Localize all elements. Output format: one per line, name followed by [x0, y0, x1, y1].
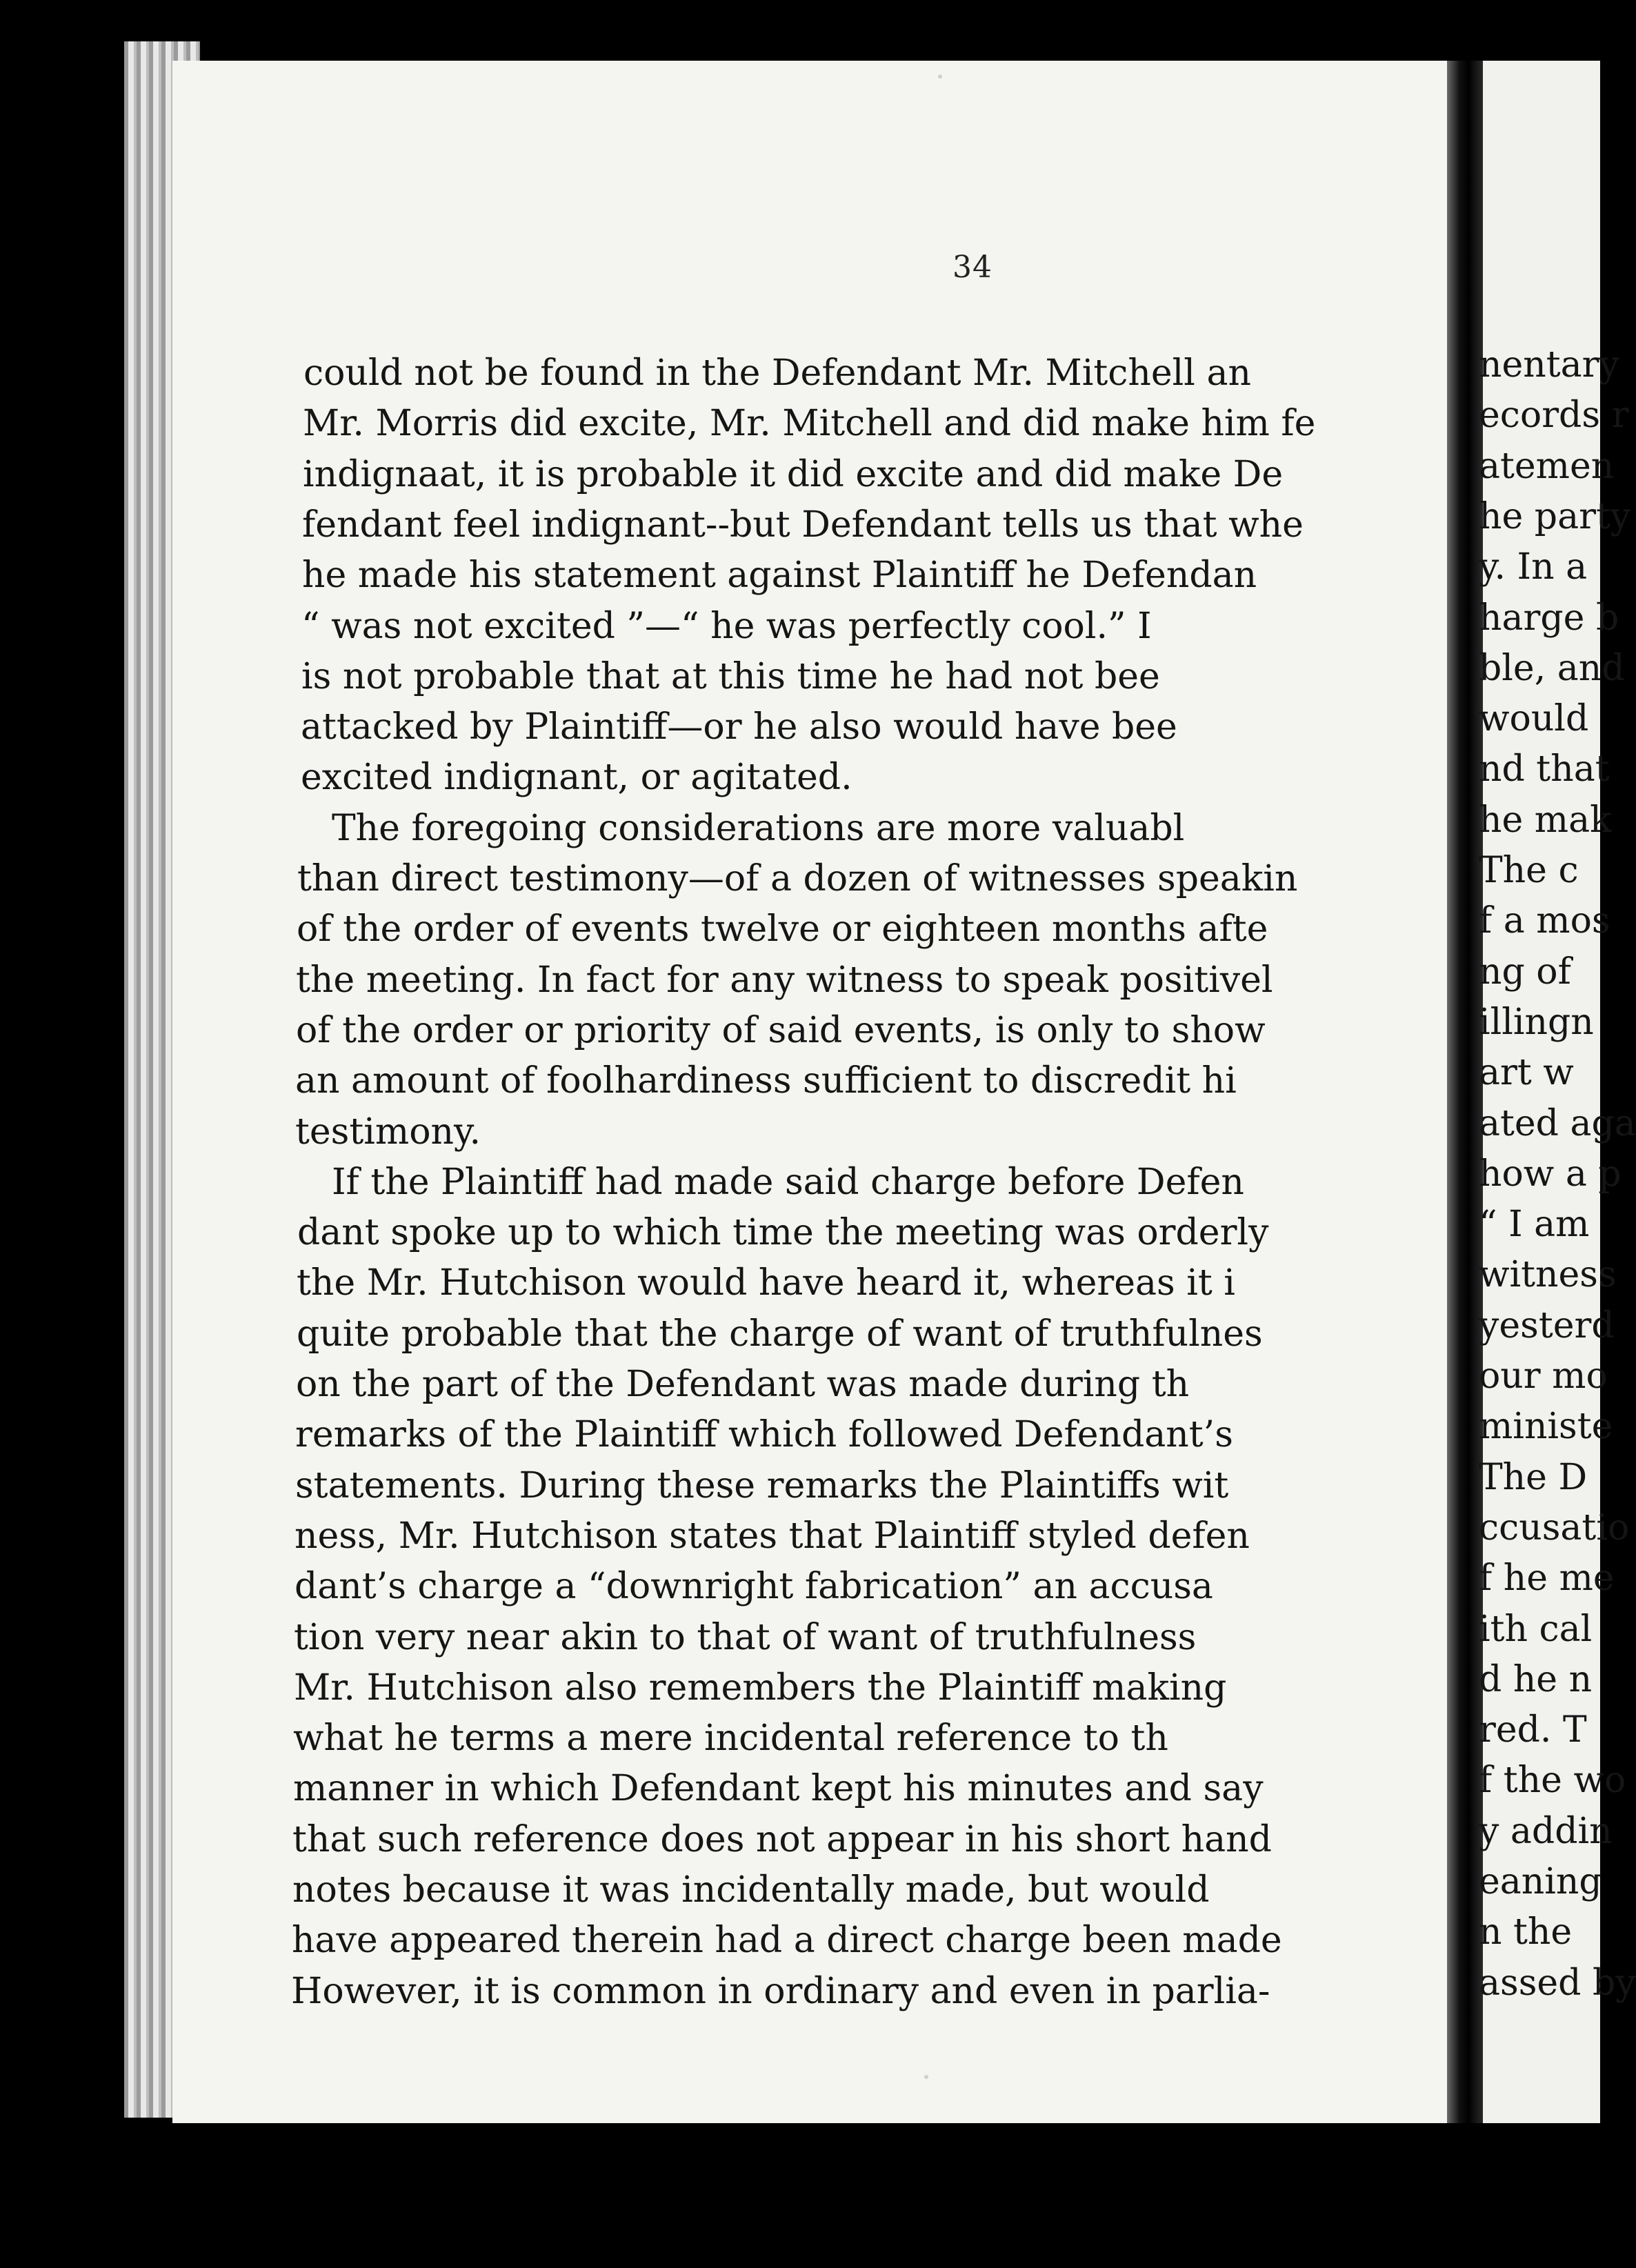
facing-text-line: f he me: [1479, 1558, 1615, 1600]
facing-text-line: ng of: [1479, 951, 1571, 993]
facing-text-line: ministe: [1479, 1406, 1613, 1448]
facing-text-line: illingn: [1479, 1001, 1594, 1043]
text-line: tion very near akin to that of want of truthfulness: [294, 1616, 1197, 1658]
facing-text-line: ble, and: [1479, 647, 1625, 689]
book-gutter: [1447, 61, 1483, 2123]
facing-text-line: The c: [1479, 850, 1579, 891]
facing-text-line: f a mos: [1479, 900, 1610, 942]
text-line: ness, Mr. Hutchison states that Plaintiff styled defen: [295, 1515, 1250, 1557]
text-line: that such reference does not appear in his short hand: [292, 1818, 1272, 1860]
text-line: have appeared therein had a direct charge been made: [292, 1920, 1282, 1962]
text-line: the Mr. Hutchison would have heard it, whereas it i: [297, 1262, 1235, 1304]
facing-text-line: our mo: [1479, 1355, 1608, 1397]
facing-text-line: ated aga: [1479, 1102, 1636, 1144]
text-line: If the Plaintiff had made said charge before Defen: [332, 1161, 1244, 1203]
text-line: what he terms a mere incidental reference to th: [293, 1718, 1168, 1760]
facing-text-line: ecords r: [1479, 395, 1629, 437]
facing-text-line: eaning: [1479, 1861, 1602, 1902]
facing-text-line: art w: [1479, 1052, 1574, 1094]
text-line: Mr. Morris did excite, Mr. Mitchell and did make him fe: [303, 403, 1316, 445]
facing-text-line: y addin: [1479, 1810, 1613, 1852]
dust-speck: [924, 2075, 928, 2079]
text-line: an amount of foolhardiness sufficient to discredit hi: [295, 1060, 1237, 1102]
text-line: than direct testimony—of a dozen of witnesses speakin: [297, 858, 1298, 899]
text-line: “ was not excited ”—“ he was perfectly cool.” I: [301, 605, 1152, 647]
text-line: quite probable that the charge of want of truthfulnes: [297, 1313, 1263, 1355]
text-line: he made his statement against Plaintiff he Defendan: [302, 555, 1257, 597]
text-line: However, it is common in ordinary and even in parlia-: [291, 1970, 1270, 2012]
text-line: indignaat, it is probable it did excite and did make De: [303, 453, 1284, 495]
facing-text-line: assed by: [1479, 1962, 1636, 2004]
facing-text-line: witness: [1479, 1254, 1617, 1296]
facing-text-line: “ I am: [1479, 1204, 1590, 1246]
text-line: notes because it was incidentally made, but would: [292, 1869, 1210, 1911]
text-line: could not be found in the Defendant Mr. Mitchell an: [303, 352, 1251, 394]
facing-text-line: he party: [1479, 495, 1631, 537]
text-line: The foregoing considerations are more valuabl: [332, 807, 1185, 849]
text-line: on the part of the Defendant was made during th: [296, 1364, 1190, 1405]
text-line: dant’s charge a “downright fabrication” an accusa: [295, 1566, 1213, 1608]
facing-text-line: atemen: [1479, 445, 1615, 487]
text-line: dant spoke up to which time the meeting was orderly: [297, 1212, 1269, 1254]
body-text: [291, 76, 1448, 2012]
facing-text-line: The D: [1479, 1456, 1588, 1498]
facing-text-line: ith cal: [1479, 1608, 1593, 1650]
facing-text-line: f the wo: [1479, 1760, 1626, 1802]
facing-text-line: he mak: [1479, 799, 1612, 841]
text-line: remarks of the Plaintiff which followed Defendant’s: [295, 1414, 1233, 1456]
facing-text-line: red. T: [1479, 1709, 1587, 1751]
text-line: statements. During these remarks the Plaintiffs wit: [295, 1464, 1229, 1506]
facing-text-line: nentary: [1479, 344, 1619, 386]
facing-text-line: ccusatio: [1479, 1506, 1630, 1549]
facing-text-line: nd that: [1479, 748, 1610, 790]
facing-text-line: n the: [1479, 1911, 1573, 1953]
text-line: manner in which Defendant kept his minutes and say: [293, 1768, 1264, 1810]
text-line: of the order or priority of said events, is only to show: [296, 1009, 1266, 1051]
facing-text-line: would: [1479, 698, 1589, 740]
facing-text-line: y. In a: [1479, 546, 1588, 588]
text-line: the meeting. In fact for any witness to speak positivel: [296, 959, 1273, 1001]
facing-text-line: harge b: [1479, 597, 1619, 639]
facing-text-line: yesterd: [1479, 1304, 1615, 1346]
facing-text-line: d he n: [1479, 1658, 1593, 1700]
text-line: of the order of events twelve or eighteen months afte: [297, 908, 1268, 951]
text-line: is not probable that at this time he had not bee: [301, 655, 1160, 697]
text-line: excited indignant, or agitated.: [301, 757, 852, 799]
text-line: testimony.: [295, 1111, 481, 1153]
text-line: Mr. Hutchison also remembers the Plaintiff making: [294, 1667, 1227, 1709]
text-line: attacked by Plaintiff—or he also would have bee: [301, 706, 1177, 748]
facing-text-line: how a p: [1479, 1153, 1622, 1195]
text-line: fendant feel indignant--but Defendant tells us that whe: [302, 504, 1304, 546]
facing-page: [1479, 61, 1636, 2123]
page-number: 34: [952, 250, 992, 285]
